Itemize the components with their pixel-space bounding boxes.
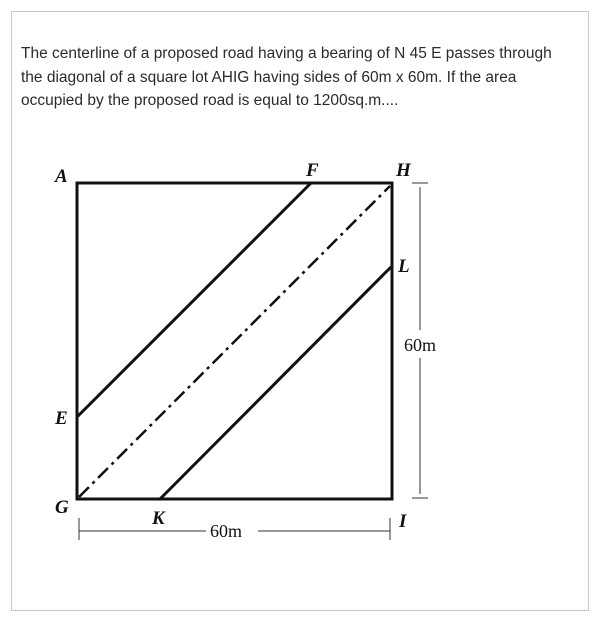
label-h: H — [396, 160, 411, 181]
question-text: The centerline of a proposed road having a bearing of N 45 E passes through the diagonal of a square lot AHIG having sides of 60m x 60m. If the area occupied by the proposed road is equal to 1200sq.m.... — [21, 45, 552, 109]
label-g: G — [55, 497, 69, 518]
dimension-bottom-label: 60m — [210, 521, 243, 541]
label-k: K — [152, 508, 165, 529]
label-l: L — [398, 256, 410, 277]
label-f: F — [306, 160, 319, 181]
label-i: I — [399, 511, 407, 532]
label-a: A — [55, 166, 68, 187]
road-centerline — [79, 186, 390, 497]
dimension-right-label: 60m — [404, 335, 437, 355]
label-e: E — [55, 408, 68, 429]
